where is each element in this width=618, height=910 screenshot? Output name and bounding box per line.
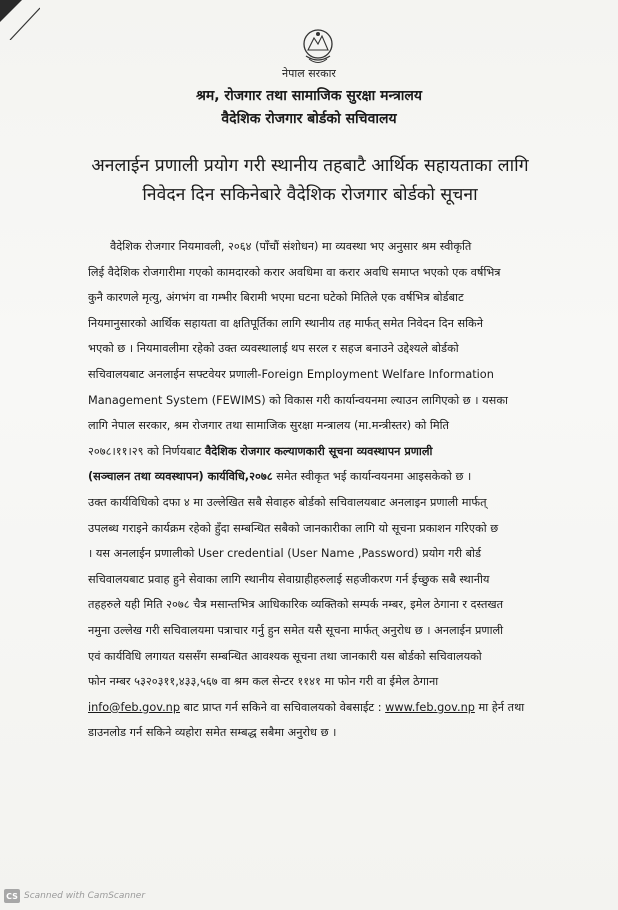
notice-title-line: निवेदन दिन सकिनेबारे वैदेशिक रोजगार बोर्डको सूचना: [142, 185, 478, 205]
board-secretariat-name: वैदेशिक रोजगार बोर्डको सचिवालय: [221, 111, 397, 127]
body-line-part: २०७८।११।२९ को निर्णयबाट: [88, 444, 202, 458]
body-line: नियमानुसारको आर्थिक सहायता वा क्षतिपूर्तिका लागि स्थानीय तह मार्फत् समेत निवेदन दिन सकिने: [88, 316, 483, 330]
body-line: सचिवालयबाट प्रवाह हुने सेवाका लागि स्थानीय सेवाग्राहीहरुलाई सहजीकरण गर्न ईच्छुक सबै स्थानीय: [88, 572, 490, 586]
body-line: उपलब्ध गराइने कार्यक्रम रहेको हुँदा सम्बन्धित सबैको जानकारीका लागि यो सूचना प्रकाशन गरिएको छ: [88, 521, 499, 535]
body-line: [88, 695, 540, 721]
body-line: भएको छ । नियमावलीमा रहेको उक्त व्यवस्थालाई थप सरल र सहज बनाउने उद्देश्यले बोर्डको: [88, 342, 459, 356]
body-line: वैदेशिक रोजगार नियमावली, २०६४ (पाँचौं संशोधन) मा व्यवस्था भए अनुसार श्रम स्वीकृति: [110, 240, 472, 253]
ministry-name: श्रम, रोजगार तथा सामाजिक सुरक्षा मन्त्रालय: [195, 88, 423, 104]
body-line: Management System (FEWIMS) को विकास गरी कार्यान्वयनमा ल्याउन लागिएको छ । यसका: [88, 393, 508, 407]
body-line-part: बाट प्राप्त गर्न सकिने वा सचिवालयको वेबसाईट :: [183, 700, 382, 714]
website-link[interactable]: www.feb.gov.np: [385, 700, 475, 714]
body-line: तहहरुले यही मिति २०७८ चैत्र मसान्तभित्र आधिकारिक व्यक्तिको सम्पर्क नम्बर, इमेल ठेगाना र दस्तखत: [88, 598, 504, 612]
page-corner-mark: [0, 0, 40, 40]
body-line: लागि नेपाल सरकार, श्रम रोजगार तथा सामाजिक सुरक्षा मन्त्रालय (मा.मन्त्रीस्तर) को मिति: [88, 419, 449, 433]
body-line: सचिवालयबाट अनलाईन सफ्टवेयर प्रणाली-Foreign Employment Welfare Information: [88, 367, 494, 381]
notice-title-line: अनलाईन प्रणाली प्रयोग गरी स्थानीय तहबाटै आर्थिक सहायताका लागि: [91, 156, 529, 176]
body-line: डाउनलोड गर्न सकिने व्यहोरा समेत सम्बद्ध सबैमा अनुरोध छ ।: [88, 726, 337, 740]
body-line: [88, 439, 540, 465]
body-line: नमुना उल्लेख गरी सचिवालयमा पत्राचार गर्नु हुन समेत यसै सूचना मार्फत् अनुरोध छ । अनलाईन प्रणाली: [88, 623, 504, 637]
nepal-government-emblem-icon: [300, 26, 336, 66]
email-link[interactable]: info@feb.gov.np: [88, 700, 180, 714]
body-line: एवं कार्यविधि लगायत यससँग सम्बन्धित आवश्यक सूचना तथा जानकारी यस बोर्डको सचिवालयको: [88, 649, 482, 663]
watermark-text: Scanned with CamScanner: [24, 891, 146, 901]
body-line: [88, 464, 540, 490]
procedure-name-bold: (सञ्चालन तथा व्यवस्थापन) कार्यविधि,२०७८: [88, 470, 273, 484]
body-line: उक्त कार्यविधिको दफा ४ मा उल्लेखित सबै सेवाहरु बोर्डको सचिवालयबाट अनलाइन प्रणाली मार्फत्: [88, 495, 487, 509]
camscanner-logo-icon: CS: [4, 889, 20, 903]
body-line: फोन नम्बर ५३२०३११,४३३,५६७ वा श्रम कल सेन्टर ११४१ मा फोन गरी वा ईमेल ठेगाना: [88, 675, 439, 689]
body-line: कुनै कारणले मृत्यु, अंगभंग वा गम्भीर बिरामी भएमा घटना घटेको मितिले एक वर्षभित्र बोर्डबाट: [88, 291, 464, 305]
notice-body: [88, 234, 540, 746]
government-name: नेपाल सरकार: [282, 67, 336, 80]
body-line: । यस अनलाईन प्रणालीको User credential (User Name ,Password) प्रयोग गरी बोर्ड: [88, 547, 482, 561]
body-line-part: समेत स्वीकृत भई कार्यान्वयनमा आइसकेको छ ।: [276, 470, 472, 484]
procedure-name-bold: वैदेशिक रोजगार कल्याणकारी सूचना व्यवस्थापन प्रणाली: [204, 444, 433, 458]
notice-title: [60, 152, 560, 210]
camscanner-watermark: [4, 888, 145, 904]
body-line-part: मा हेर्न तथा: [478, 700, 525, 714]
body-line: लिई वैदेशिक रोजगारीमा गएको कामदारको करार अवधिमा वा करार अवधि समाप्त भएको एक वर्षभित्र: [88, 265, 501, 279]
